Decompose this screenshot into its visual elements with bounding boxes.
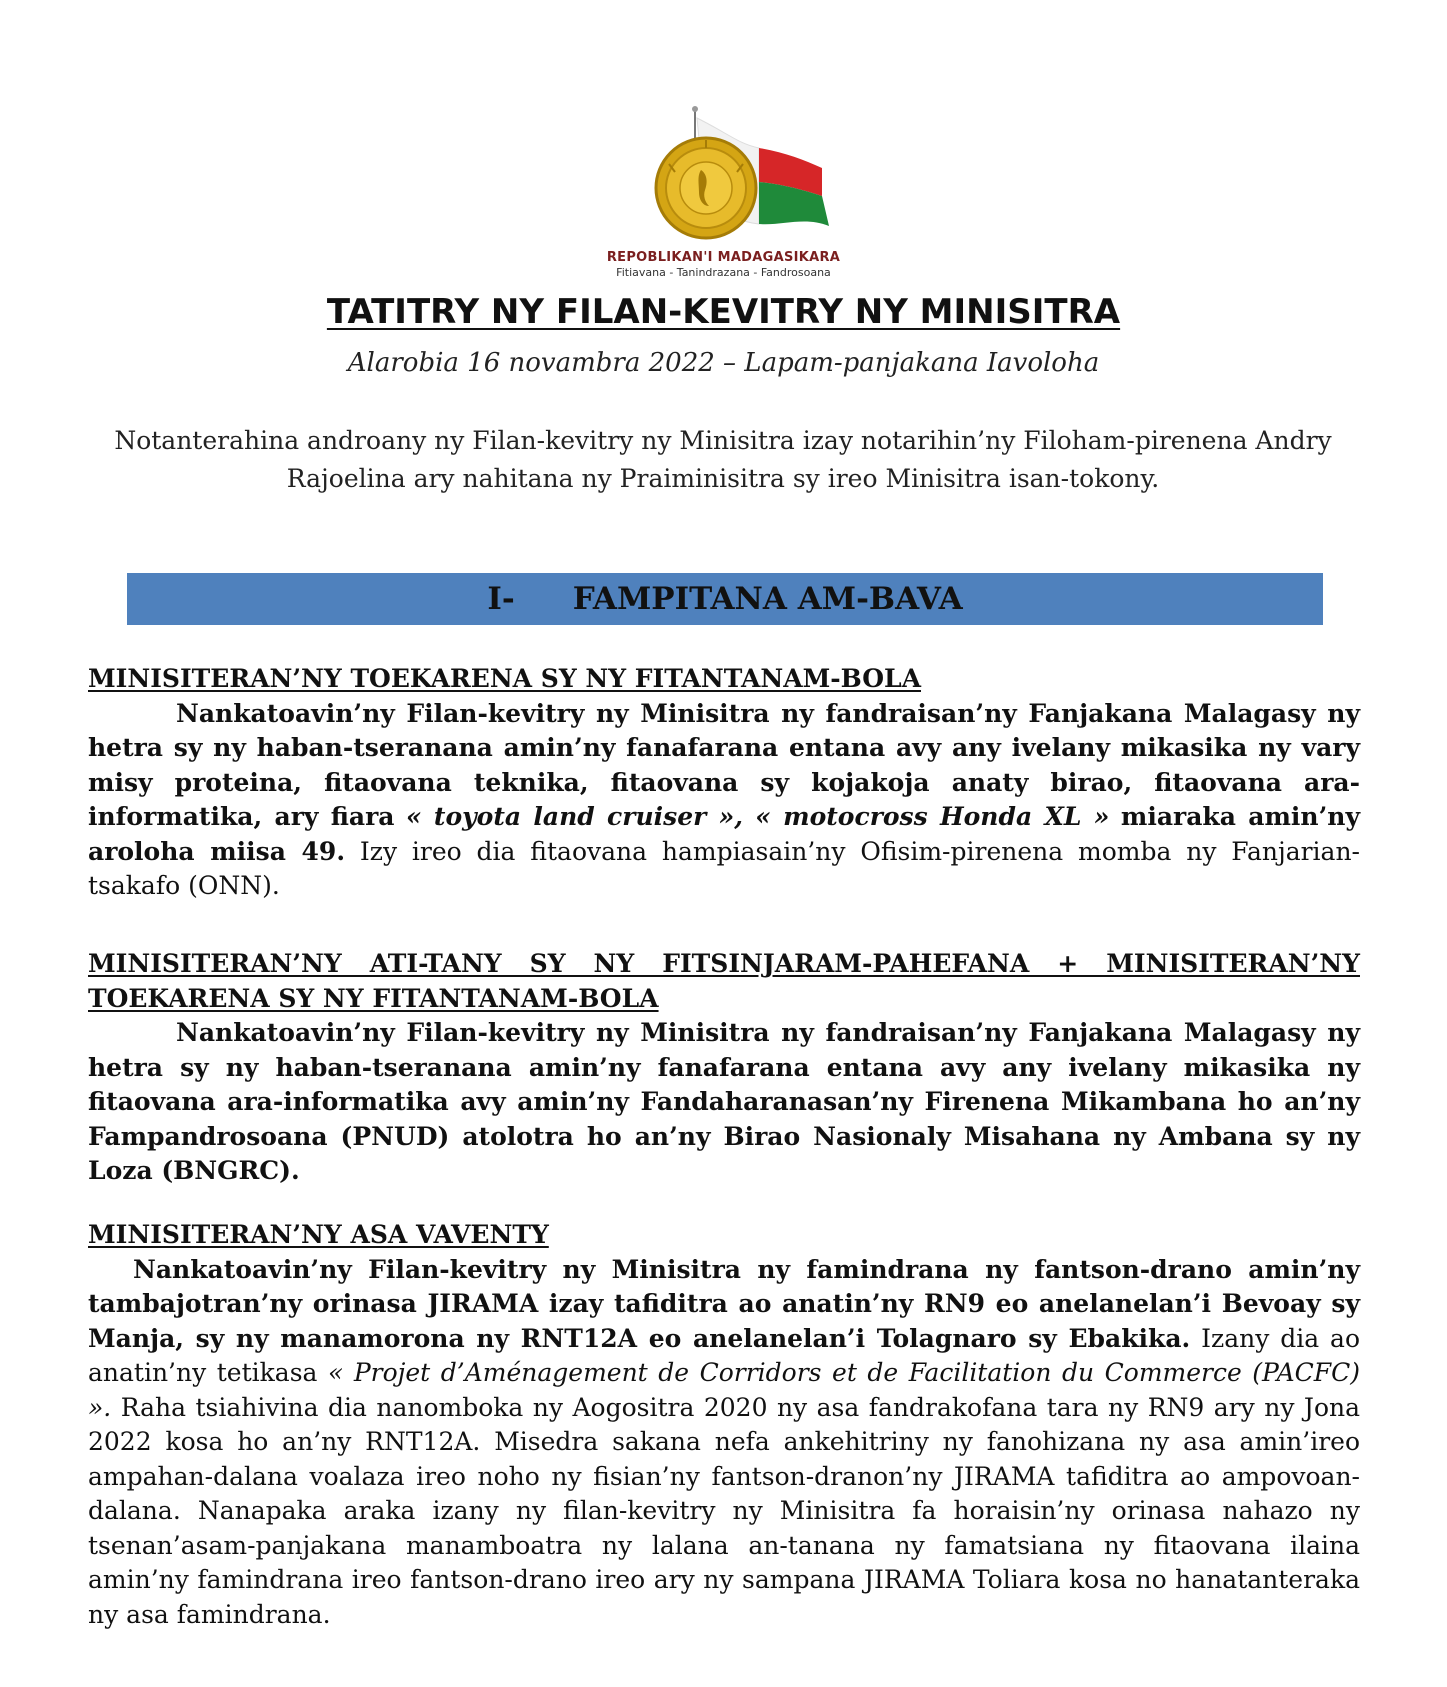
document-date: Alarobia 16 novambra 2022 – Lapam-panjakana Iavoloha	[347, 348, 1100, 378]
seal-area	[0, 104, 1447, 258]
section-toekarena	[88, 662, 1360, 904]
intro-paragraph: Notanterahina androany ny Filan-kevitry ny Minisitra izay notarihin’ny Filoham-pirenena Andry Rajoelina ary nahitana ny Praiminisitra sy ireo Minisitra isan-tokony.	[114, 426, 1332, 493]
section-body	[88, 1016, 1360, 1189]
republic-name: REPOBLIKAN'I MADAGASIKARA	[606, 250, 841, 265]
section-heading: MINISITERAN’NY ASA VAVENTY	[88, 1220, 549, 1249]
banner-label: FAMPITANA AM-BAVA	[572, 581, 963, 617]
body-bold-2: miaraka amin’ny aroloha miisa 49.	[88, 802, 1360, 866]
body-bold: Nankatoavin’ny Filan-kevitry ny Minisitra ny famindrana ny fantson-drano amin’ny tambajotran’ny orinasa JIRAMA izay tafiditra ao anatin’ny RN9 eo anelanelan’i Bevoay sy Manja, sy ny manamorona ny RNT12A eo anelanelan’i Tolagnaro sy Ebakika.	[88, 1254, 1360, 1353]
body-bold: Nankatoavin’ny Filan-kevitry ny Minisitra ny fandraisan’ny Fanjakana Malagasy ny hetra sy ny haban-tseranana amin’ny fanafarana entana avy any ivelany mikasika ny fitaovana ara-informatika avy amin’ny Fandaharanasan’ny Firenena Mikambana ho an’ny Fampandrosoana (PNUD) atolotra ho an’ny Birao Nasionaly Misahana ny Ambana sy ny Loza (BNGRC).	[88, 1018, 1360, 1185]
madagascar-seal-icon	[609, 104, 839, 254]
section-heading: MINISITERAN’NY ATI-TANY SY NY FITSINJARAM-PAHEFANA + MINISITERAN’NY TOEKARENA SY NY FITANTANAM-BOLA	[88, 949, 1360, 1013]
republic-motto: Fitiavana - Tanindrazana - Fandrosoana	[616, 266, 831, 279]
section-heading: MINISITERAN’NY TOEKARENA SY NY FITANTANAM-BOLA	[88, 664, 921, 693]
body-bold: Nankatoavin’ny Filan-kevitry ny Minisitra ny fandraisan’ny Fanjakana Malagasy ny hetra sy ny haban-tseranana amin’ny fanafarana entana avy any ivelany mikasika ny vary misy proteina, fitaovana teknika, fitaovana sy kojakoja anaty birao, fitaovana ara-informatika, ary fiara	[88, 698, 1360, 831]
body-normal: Izy ireo dia fitaovana hampiasain’ny Ofisim-pirenena momba ny Fanjarian-tsakafo (ONN).	[88, 836, 1361, 900]
section-ati-tany	[88, 947, 1360, 1189]
section-body	[88, 1253, 1360, 1633]
section-body	[88, 697, 1360, 904]
body-normal-1: Izany dia ao anatin’ny tetikasa	[88, 1323, 1360, 1387]
section-asa-vaventy	[88, 1218, 1360, 1632]
body-bold-italic: « toyota land cruiser », « motocross Honda XL »	[406, 802, 1110, 831]
section-banner	[127, 573, 1323, 625]
body-normal-2: Raha tsiahivina dia nanomboka ny Aogositra 2020 ny asa fandrakofana tara ny RN9 ary ny Jona 2022 kosa ho an’ny RNT12A. Misedra sakana nefa ankehitriny ny fanohizana ny asa amin’ireo ampahan-dalana voalaza ireo noho ny fisian’ny fantson-dranon’ny JIRAMA tafiditra ao ampovoan-dalana. Nanapaka araka izany ny filan-kevitry ny Minisitra fa horaisin’ny orinasa nahazo ny tsenan’asam-panjakana manamboatra ny lalana an-tanana ny famatsiana ny fitaovana ilaina amin’ny famindrana ireo fantson-drano ireo ary ny sampana JIRAMA Toliara kosa no hanatanteraka ny asa famindrana.	[88, 1392, 1360, 1629]
banner-number: I-	[487, 581, 515, 617]
body-italic: « Projet d’Aménagement de Corridors et de Facilitation du Commerce (PACFC) ».	[88, 1358, 1360, 1422]
document-title: TATITRY NY FILAN-KEVITRY NY MINISITRA	[326, 292, 1121, 332]
